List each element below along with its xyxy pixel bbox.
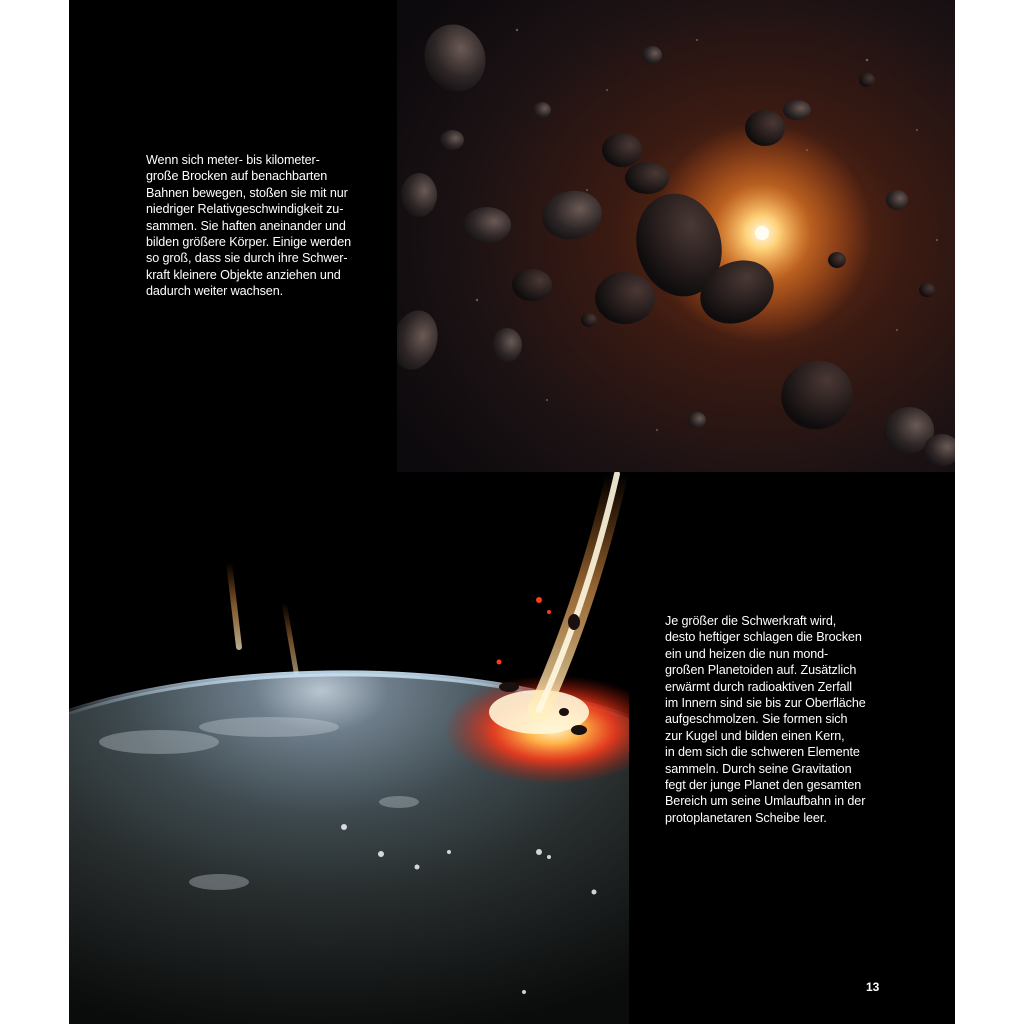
paragraph-accretion (146, 152, 376, 300)
text-line: großen Planetoiden auf. Zusätzlich (665, 663, 857, 678)
text-line: Je größer die Schwerkraft wird, (665, 614, 837, 628)
text-line: bilden größere Körper. Einige werden (146, 235, 352, 250)
text-line: zur Kugel und bilden einen Kern, (665, 728, 845, 743)
page-number: 13 (866, 980, 880, 994)
planet-impact-illustration (69, 472, 629, 1024)
text-line: desto heftiger schlagen die Brocken (665, 630, 862, 645)
text-line: große Brocken auf benachbarten (146, 169, 328, 184)
text-line: so groß, dass sie durch ihre Schwer- (146, 251, 348, 266)
text-line: erwärmt durch radioaktiven Zerfall (665, 679, 852, 694)
text-line: in dem sich die schweren Elemente (665, 745, 860, 760)
text-line: ein und heizen die nun mond- (665, 646, 829, 661)
paragraph-planetoids (665, 613, 895, 826)
text-line: Bereich um seine Umlaufbahn in der (665, 794, 866, 809)
text-line: protoplanetaren Scheibe leer. (665, 810, 827, 825)
text-line: sammeln. Durch seine Gravitation (665, 761, 852, 776)
text-line: fegt der junge Planet den gesamten (665, 778, 862, 793)
book-page (69, 0, 955, 1024)
text-line: aufgeschmolzen. Sie formen sich (665, 712, 848, 727)
text-line: kraft kleinere Objekte anziehen und (146, 267, 341, 282)
asteroid-field-illustration (397, 0, 955, 472)
text-line: niedriger Relativgeschwindigkeit zu- (146, 202, 344, 217)
text-line: Wenn sich meter- bis kilometer- (146, 153, 320, 167)
text-line: im Innern sind sie bis zur Oberfläche (665, 696, 866, 711)
text-line: Bahnen bewegen, stoßen sie mit nur (146, 185, 348, 200)
text-line: sammen. Sie haften aneinander und (146, 218, 346, 233)
text-line: dadurch weiter wachsen. (146, 284, 284, 299)
